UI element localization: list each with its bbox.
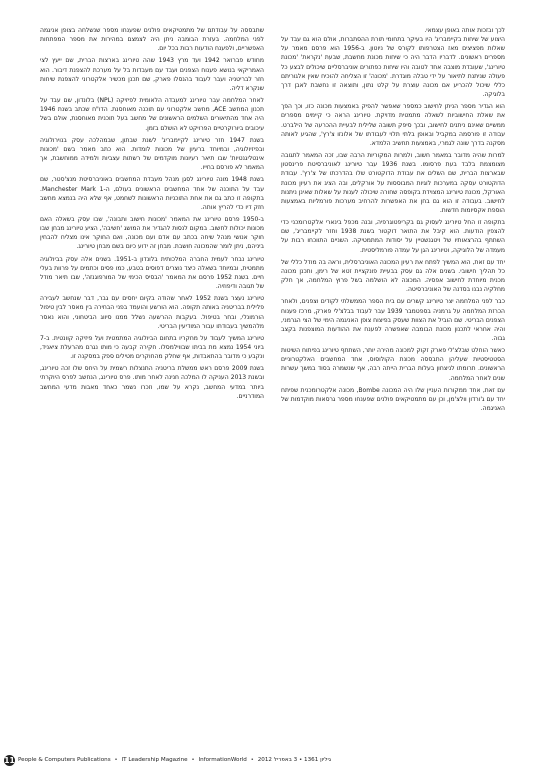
paragraph: כבר לפני המלחמה יצר טיורינג קשרים עם בית הספר הממשלתי לקודים וצפנים, ולאחר הכרזת המלחמה על גרמניה בספטמבר 1939 עבר לעבוד בבלצ'לי פארק, מרכז פענוח הצפנים הבריטי. שם הוביל את הצוות שעסק בפיצוח צופן האניגמה הימי של הצי הגרמני, והיה אחראי לתכנון מכונת הבומבה שאפשרה לפענח את ההודעות המוצפנות בקצב גבוה.: [281, 298, 505, 342]
paragraph: טיורינג נבחר לעמית החברה המלכותית בלונדון ב-1951. בשנים אלה עסק בביולוגיה מתמטית, ובמיוחד בשאלה כיצד נוצרים דפוסים בטבע, כמו פסים וכתמים על פרוות בעלי חיים. בשנת 1952 פרסם את המאמר 'הבסיס הכימי של המורפוגנזה', שבו תיאר מודל של תגובה ודיפוזיה.: [40, 255, 264, 291]
magazine-name: IT Leadership Magazine: [121, 757, 188, 763]
info-name: InformationWorld: [198, 757, 247, 763]
paragraph: בשנת 1948 מונה טיורינג לסגן מנהל מעבדת המחשבים באוניברסיטת מנצ'סטר, שם עבד על התוכנה של אחד המחשבים הראשונים בעולם, ה-Manchester Mark 1. בתקופה זו כתב גם את אחת התוכניות הראשונות לשחמט, אף שלא היה בנמצא מחשב חזק דיו כדי להריץ אותה.: [40, 176, 264, 211]
separator-bullet: •: [114, 757, 118, 763]
paragraph: לכך ובזכות אותה באופן עצמאי.: [424, 27, 505, 34]
article-column-right: [281, 26, 505, 744]
article-column-left: [40, 26, 264, 744]
paragraph: למרות שהיה מדובר במאמר חשוב, ולמרות המקוריות הרבה שבו, זכה המאמר לתגובה מצומצמת בלבד בעת פרסומו. בשנת 1936 עבר טיורינג לאוניברסיטת פרינסטון שבארצות הברית, שם השלים את עבודת הדוקטורט שלו בהדרכתו של צ'רץ'. עבודת הדוקטורט עסקה במערכות לוגיות המבוססות על אורקלים, ובה הציג את רעיון מכונת האורקל, מכונת טיורינג המצוידת בקופסה שחורה שיכולה לענות על שאלות שאינן ניתנות לחישוב. בעבודה זו הוא גם בחן את האפשרות להרחיב מערכות פורמליות באמצעות הוספת אקסיומות חדשות.: [281, 152, 505, 214]
paragraph: בשנת 1947 חזר טיורינג לקיימבריג' לשנת שבתון, שבמהלכה עסק בנוירולוגיה ובפיזיולוגיה, ובמיוחד ברעיון של מכונות לומדות. הוא כתב מאמר בשם 'מכונות אינטליגנטיות' שבו תיאר רעיונות מוקדמים של רשתות עצביות ולמידה ממוחשבת, אך המאמר לא פורסם בחייו.: [40, 136, 264, 172]
separator-bullet: •: [250, 757, 254, 763]
paragraph: עם זאת, אחד ממקורות העניין שלו היה המכונה Bombe, מכונה אלקטרומכנית שפיתח יחד עם ג'ורדון וולצ'מן, וכן עם מתמטיקאים פולנים שפענחו מספר גרסאות מוקדמות של האניגמה.: [281, 386, 505, 413]
paragraph: בתקופה זו החל טיורינג לעסוק גם בקריפטוגרפיה, ובנה מכפל בינארי אלקטרומכני כדי להצפין הודעות. הוא קיבל את התואר דוקטור בשנת 1938 וחזר לקיימבריג', שם השתתף בהרצאותיו של ויטגנשטיין על יסודות המתמטיקה. השניים התווכחו רבות על מעמדה של הלוגיקה, וטיורינג הגן על עמדה פורמליסטית.: [281, 219, 505, 254]
paragraph: ב-1950 פרסם טיורינג את המאמר 'מכונות חישוב ותבונה', שבו עסק בשאלה האם מכונות יכולות לחשוב. במקום לנסות להגדיר את המושג 'חשיבה', הציע טיורינג מבחן שבו חוקר אנושי מנהל שיחה בכתב עם אדם ועם מכונה, ואם החוקר אינו מצליח להבחין ביניהם, ניתן לומר שהמכונה חושבת. מבחן זה ידוע כיום בשם מבחן טיורינג.: [40, 215, 264, 251]
paragraph: לאחר המלחמה עבר טיורינג למעבדה הלאומית לפיזיקה (NPL) בלונדון, שם עבד על תכנון המחשב ACE, מחשב אלקטרוני עם תוכנה מאוחסנת. הדו"ח שכתב בשנת 1946 היה אחד מהתיאורים השלמים הראשונים של מחשב בעל תוכנית מאוחסנת, אולם בשל עיכובים ביורוקרטיים הפרויקט לא הושלם בזמן.: [40, 97, 264, 132]
paragraph: שתבססה על עבודתם של מתמטיקאים פולנים שפענחו מספר שנשלחה בצופן אניגמה לפני המלחמה. בעזרת הבומבה ניתן היה לצמצם במהירות את מספר המפתחות האפשריים, ולפענח הודעות רבות בכל יום.: [40, 27, 264, 53]
paragraph: מחודש פברואר 1942 ועד מרץ 1943 שהה טיורינג בארצות הברית, שם ייעץ לצי האמריקאי בנושא פענוח הצפנים ועבד עם מעבדות בל על מערכת להצפנת דיבור. הוא חזר לבריטניה ועבר לעבוד בהנסלו פארק, שם תכנן מכשיר אלקטרוני להצפנת שיחות שנקרא דליה.: [40, 57, 264, 92]
paragraph: כאשר הוחלט שבלצ'לי פארק זקוק למכונה מהירה יותר, השתתף טיורינג בפיתוח השיטות הסטטיסטיות שעליהן התבססה מכונת הקולוסוס, אחד המחשבים האלקטרוניים הראשונים. תרומתו לניצחון בעלות הברית הייתה רבה, אף שנשמרה בסוד במשך עשרות שנים לאחר המלחמה.: [281, 347, 505, 382]
page-number-badge: 11: [4, 756, 15, 765]
paragraph: טיורינג המשיך לעבוד על מחקריו בתחום הביולוגיה המתמטית ועל פיזיקה קוונטית. ב-7 ביוני 1954 נמצא מת בביתו שבווילמסלו. חקירה קבעה כי מותו נגרם מהרעלת ציאניד, ונקבע כי מדובר בהתאבדות, אף שחלק מהחוקרים מטילים ספק במסקנה זו.: [40, 334, 264, 361]
publisher-name: People & Computers Publications: [18, 757, 111, 763]
page-footer: [0, 751, 539, 769]
paragraph: בשנת 2009 פרסם ראש ממשלת בריטניה התנצלות רשמית על היחס שלו זכה טיורינג, ובשנת 2013 העניקה לו המלכה חנינה לאחר מותו. פרס טיורינג, הנחשב לפרס היוקרתי ביותר במדעי המחשב, נקרא על שמו, וזכרו נשמר כאחד מאבות מדעי המחשב המודרניים.: [40, 365, 264, 400]
paragraph: טיורינג נעצר בשנת 1952 לאחר שהודה בקיום יחסים עם גבר, דבר שנחשב לעבירה פלילית בבריטניה באותה תקופה. הוא הורשע והועמד בפני הבחירה בין מאסר לבין טיפול הורמונלי, ובחר בטיפול. בעקבות ההרשעה נשלל ממנו סיווג הביטחוני, והוא נאסר מלהמשיך בעבודתו עבור המודיעין הבריטי.: [40, 295, 264, 330]
paragraph: יחד עם זאת, הוא המשיך לפתח את רעיון המכונה האוניברסלית, וראה בה מודל כללי של כל תהליך חישובי. בשנים אלה גם עסק בבעיית פונקציית זטא של רימן, ותכנן מכונה מכנית מיוחדת לחישוב אפסיה. המכונה לא הושלמה בשל פרוץ המלחמה, אך חלק מחלקיה נבנו בסדנה של האוניברסיטה.: [281, 258, 505, 294]
issue-date: גיליון 1361 • 3 באפריל 2012: [257, 757, 332, 763]
paragraph: הוא הגדיר מספר הניתן לחישוב כמספר שאפשר להפיק באמצעות מכונה כזו, וכך הפך את שאלת החישוביות לשאלה מתמטית מדויקת. טיורינג הראה כי קיימים מספרים ממשיים שאינם ניתנים לחישוב, ובכך סיפק תשובה שלילית לבעיית ההכרעה של הילברט. עבודה זו פורסמה במקביל ובאופן בלתי תלוי לעבודתו של אלונזו צ'רץ', שהגיע לאותה מסקנה בדרך שונה לגמרי, באמצעות תחשיב הלמדא.: [281, 103, 505, 147]
footer-publications-line: [18, 757, 331, 763]
paragraph: היצוע של שיחות בקיימבריג' היו בעיקר בתחומי תורת ההסתברות, אולם הוא גם עבד על שאלות מפציצים מאז הצטרפותו לקורס של ניוטון. ב-1956 הוא פרסם מאמר על מספרים ראשונים. לדבריו הדבר היה כי שיחות מכונת מחשבת, שבעת 'נקראת' 'מכונת טיורינג', שעובדת מוצבה אחד לטובה והיו שיחות כפתורים אוניברסליים שיכולים לבצע כל פעולה שניתנת לתיאור על ידי טבלה מוגדרת. 'מכונה' זו הצליחה להוכיח שאין אלגוריתם כללי שיכול להכריע אם מכונה עוצרת על קלט נתון, ותוצאה זו נחשבת לאבן דרך בלוגיקה.: [281, 36, 505, 99]
separator-bullet: •: [191, 757, 195, 763]
